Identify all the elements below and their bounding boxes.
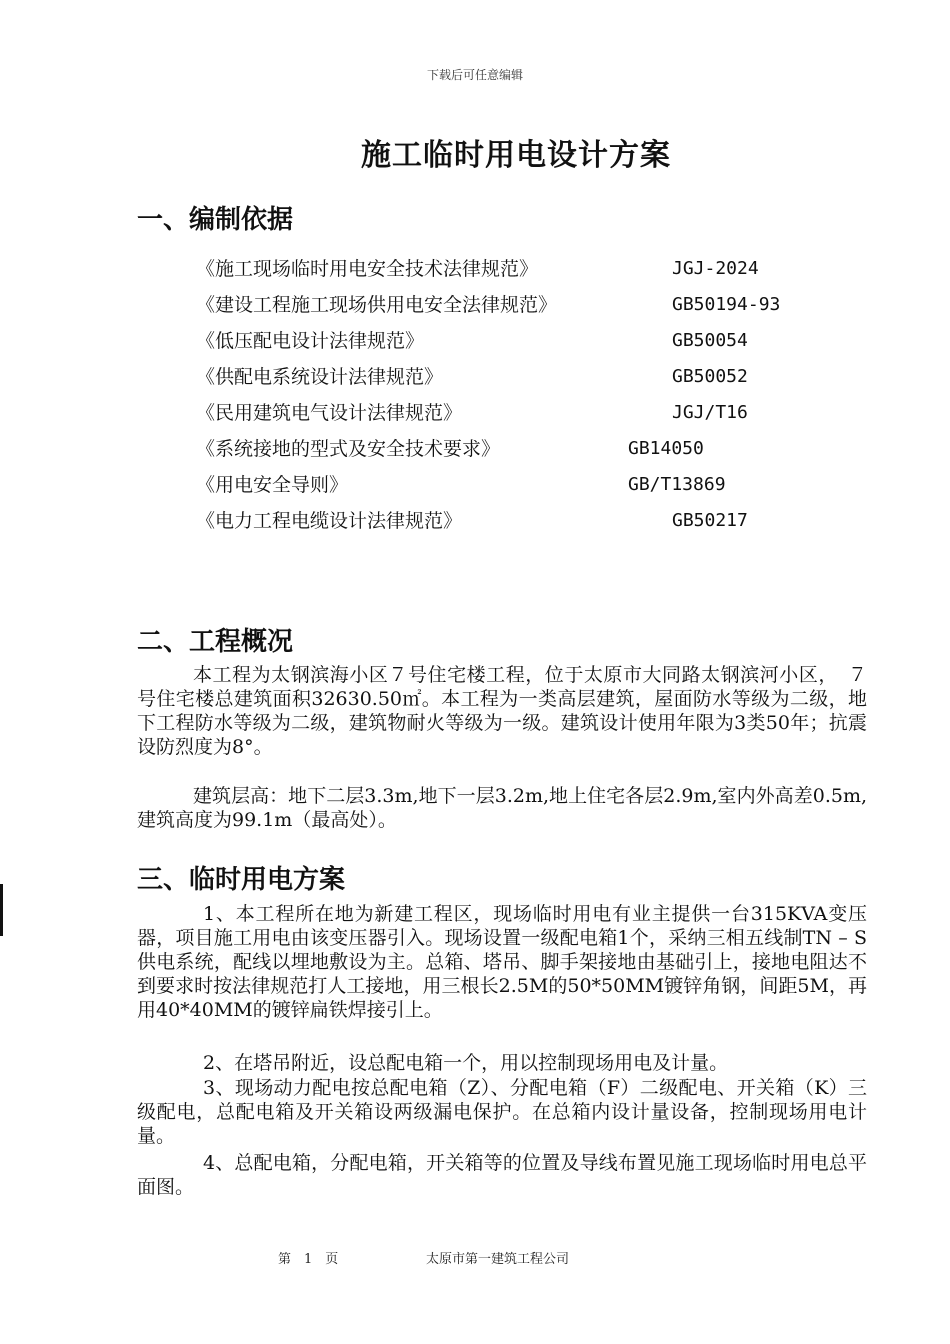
reference-row	[196, 364, 836, 400]
reference-code: GB/T13869	[628, 474, 726, 495]
reference-list	[196, 256, 836, 544]
reference-row	[196, 436, 836, 472]
header-note: 下载后可任意编辑	[426, 68, 523, 82]
plan-paragraph: 2、在塔吊附近，设总配电箱一个，用以控制现场用电及计量。	[203, 1052, 729, 1074]
reference-row	[196, 508, 836, 544]
plan-paragraph: 4、总配电箱，分配电箱，开关箱等的位置及导线布置见施工现场临时用电总平面图。	[137, 1152, 867, 1198]
document-title: 施工临时用电设计方案	[361, 138, 671, 173]
title-wrap	[0, 130, 950, 174]
reference-name: 《系统接地的型式及安全技术要求》	[196, 438, 501, 460]
reference-name: 《供配电系统设计法律规范》	[196, 366, 444, 388]
reference-name: 《低压配电设计法律规范》	[196, 330, 425, 352]
reference-row	[196, 256, 836, 292]
reference-code: GB50052	[672, 366, 748, 387]
footer-company: 太原市第一建筑工程公司	[426, 1252, 570, 1267]
reference-name: 《施工现场临时用电安全技术法律规范》	[196, 258, 539, 280]
reference-name: 《民用建筑电气设计法律规范》	[196, 402, 463, 424]
reference-name: 《用电安全导则》	[196, 474, 349, 496]
reference-row	[196, 328, 836, 364]
reference-code: JGJ/T16	[672, 402, 748, 423]
reference-row	[196, 472, 836, 508]
reference-row	[196, 292, 836, 328]
reference-code: GB50217	[672, 510, 748, 531]
section-heading-overview: 二、工程概况	[137, 627, 294, 657]
plan-paragraph: 1、本工程所在地为新建工程区，现场临时用电有业主提供一台315KVA变压器，项目施工用电由该变压器引入。现场设置一级配电箱1个，采纳三相五线制TN – S供电系统，配线以埋地敷设为主。总箱、塔吊、脚手架接地由基础引上，接地电阻达不到要求时按法律规范打人工接地，用三根长2.5M的50*50MM镀锌角钢，间距5M，再用40*40MM的镀锌扁铁焊接引上。	[137, 903, 867, 1021]
reference-name: 《电力工程电缆设计法律规范》	[196, 510, 463, 532]
overview-paragraph: 建筑层高：地下二层3.3m,地下一层3.2m,地上住宅各层2.9m,室内外高差0.5m,建筑高度为99.1m（最高处）。	[137, 785, 867, 831]
reference-code: JGJ-2024	[672, 258, 759, 279]
margin-mark	[0, 884, 3, 936]
plan-paragraph: 3、现场动力配电按总配电箱（Z）、分配电箱（F）二级配电、开关箱（K）三级配电，总配电箱及开关箱设两级漏电保护。在总箱内设计量设备，控制现场用电计量。	[137, 1077, 867, 1147]
reference-code: GB50054	[672, 330, 748, 351]
section-heading-basis: 一、编制依据	[137, 205, 294, 235]
overview-paragraph: 本工程为太钢滨海小区７号住宅楼工程，位于太原市大同路太钢滨河小区， ７号住宅楼总建筑面积32630.50㎡。本工程为一类高层建筑，屋面防水等级为二级，地下工程防水等级为二级，建筑物耐火等级为一级。建筑设计使用年限为3类50年；抗震设防烈度为8°。	[137, 664, 867, 758]
reference-code: GB14050	[628, 438, 704, 459]
reference-code: GB50194-93	[672, 294, 781, 315]
reference-name: 《建设工程施工现场供用电安全法律规范》	[196, 294, 558, 316]
reference-row	[196, 400, 836, 436]
footer-page-number: 第 1 页	[278, 1252, 339, 1267]
section-heading-plan: 三、临时用电方案	[137, 865, 346, 895]
